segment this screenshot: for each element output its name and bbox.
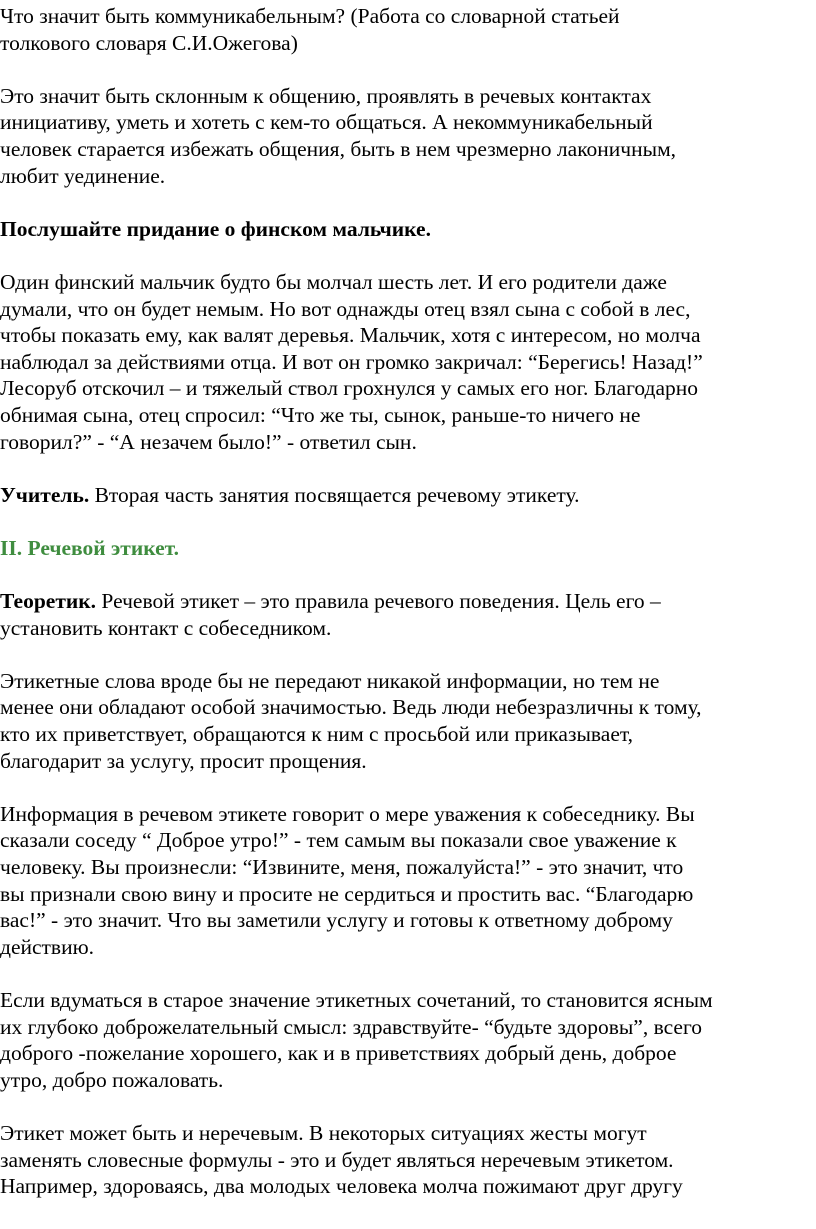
- teacher-paragraph: [0, 482, 816, 509]
- text-line: вас!” - это значит. Что вы заметили услугу и готовы к ответному доброму: [0, 908, 673, 933]
- text-line: утро, добро пожаловать.: [0, 1067, 224, 1092]
- text-line: Что значит быть коммуникабельным? (Работа со словарной статьей: [0, 4, 620, 28]
- text-line: чтобы показать ему, как валят деревья. Мальчик, хотя с интересом, но молча: [0, 323, 701, 348]
- text-line: Лесоруб отскочил – и тяжелый ствол грохнулся у самых его ног. Благодарно: [0, 376, 698, 401]
- text-line: Один финский мальчик будто бы молчал шесть лет. И его родители даже: [0, 269, 667, 294]
- text-line: Этикет может быть и неречевым. В некоторых ситуациях жесты могут: [0, 1120, 647, 1145]
- text-line: установить контакт с собеседником.: [0, 615, 332, 640]
- text-line: кто их приветствует, обращаются к ним с просьбой или приказывает,: [0, 722, 634, 747]
- text-line: их глубоко доброжелательный смысл: здравствуйте- “будьте здоровы”, всего: [0, 1014, 702, 1039]
- text-line: человек старается избежать общения, быть в нем чрезмерно лаконичным,: [0, 136, 677, 161]
- information-paragraph: [0, 801, 816, 961]
- text-line: Это значит быть склонным к общению, проявлять в речевых контактах: [0, 83, 652, 108]
- text-line: заменять словесные формулы - это и будет являться неречевым этикетом.: [0, 1147, 674, 1172]
- intro-paragraph: [0, 3, 816, 56]
- definition-paragraph: [0, 83, 816, 189]
- legend-heading: Послушайте придание о финском мальчике.: [0, 216, 431, 241]
- speaker-text: Вторая часть занятия посвящается речевому этикету.: [89, 482, 580, 507]
- text-line: думали, что он будет немым. Но вот однажды отец взял сына с собой в лес,: [0, 296, 691, 321]
- text-line: человеку. Вы произнесли: “Извините, меня, пожалуйста!” - это значит, что: [0, 855, 684, 879]
- text-line: действию.: [0, 934, 95, 959]
- text-line: Например, здороваясь, два молодых человека молча пожимают друг другу: [0, 1174, 683, 1199]
- text-line: наблюдал за действиями отца. И вот он громко закричал: “Берегись! Назад!”: [0, 349, 703, 374]
- text-line: доброго -пожелание хорошего, как и в приветствиях добрый день, доброе: [0, 1041, 677, 1066]
- text-line: инициативу, уметь и хотеть с кем-то общаться. А некоммуникабельный: [0, 110, 653, 135]
- text-line: Если вдуматься в старое значение этикетных сочетаний, то становится ясным: [0, 987, 713, 1012]
- theorist-paragraph: [0, 588, 816, 641]
- text-line: любит уединение.: [0, 163, 166, 188]
- text-line: Этикетные слова вроде бы не передают никакой информации, но тем не: [0, 668, 660, 693]
- speaker-text: Речевой этикет – это правила речевого поведения. Цель его –: [96, 589, 661, 614]
- text-line: вы признали свою вину и просите не сердиться и простить вас. “Благодарю: [0, 881, 694, 906]
- old-meaning-paragraph: [0, 987, 816, 1093]
- nonverbal-paragraph: [0, 1120, 816, 1200]
- etiquette-words-paragraph: [0, 668, 816, 774]
- legend-paragraph: [0, 269, 816, 455]
- text-line: благодарит за услугу, просит прощения.: [0, 748, 367, 773]
- text-line: [0, 588, 816, 615]
- text-line: толкового словаря С.И.Ожегова): [0, 30, 298, 55]
- speaker-label: Учитель.: [0, 482, 90, 507]
- text-line: обнимая сына, отец спросил: “Что же ты, сынок, раньше-то ничего не: [0, 402, 641, 427]
- text-line: говорил?” - “А незачем было!” - ответил сын.: [0, 429, 417, 454]
- text-line: менее они обладают особой значимостью. Ведь люди небезразличны к тому,: [0, 695, 702, 720]
- text-line: Информация в речевом этикете говорит о мере уважения к собеседнику. Вы: [0, 801, 695, 826]
- text-line: сказали соседу “ Доброе утро!” - тем самым вы показали свое уважение к: [0, 828, 677, 853]
- speaker-label: Теоретик.: [0, 589, 97, 614]
- section-heading: II. Речевой этикет.: [0, 535, 179, 560]
